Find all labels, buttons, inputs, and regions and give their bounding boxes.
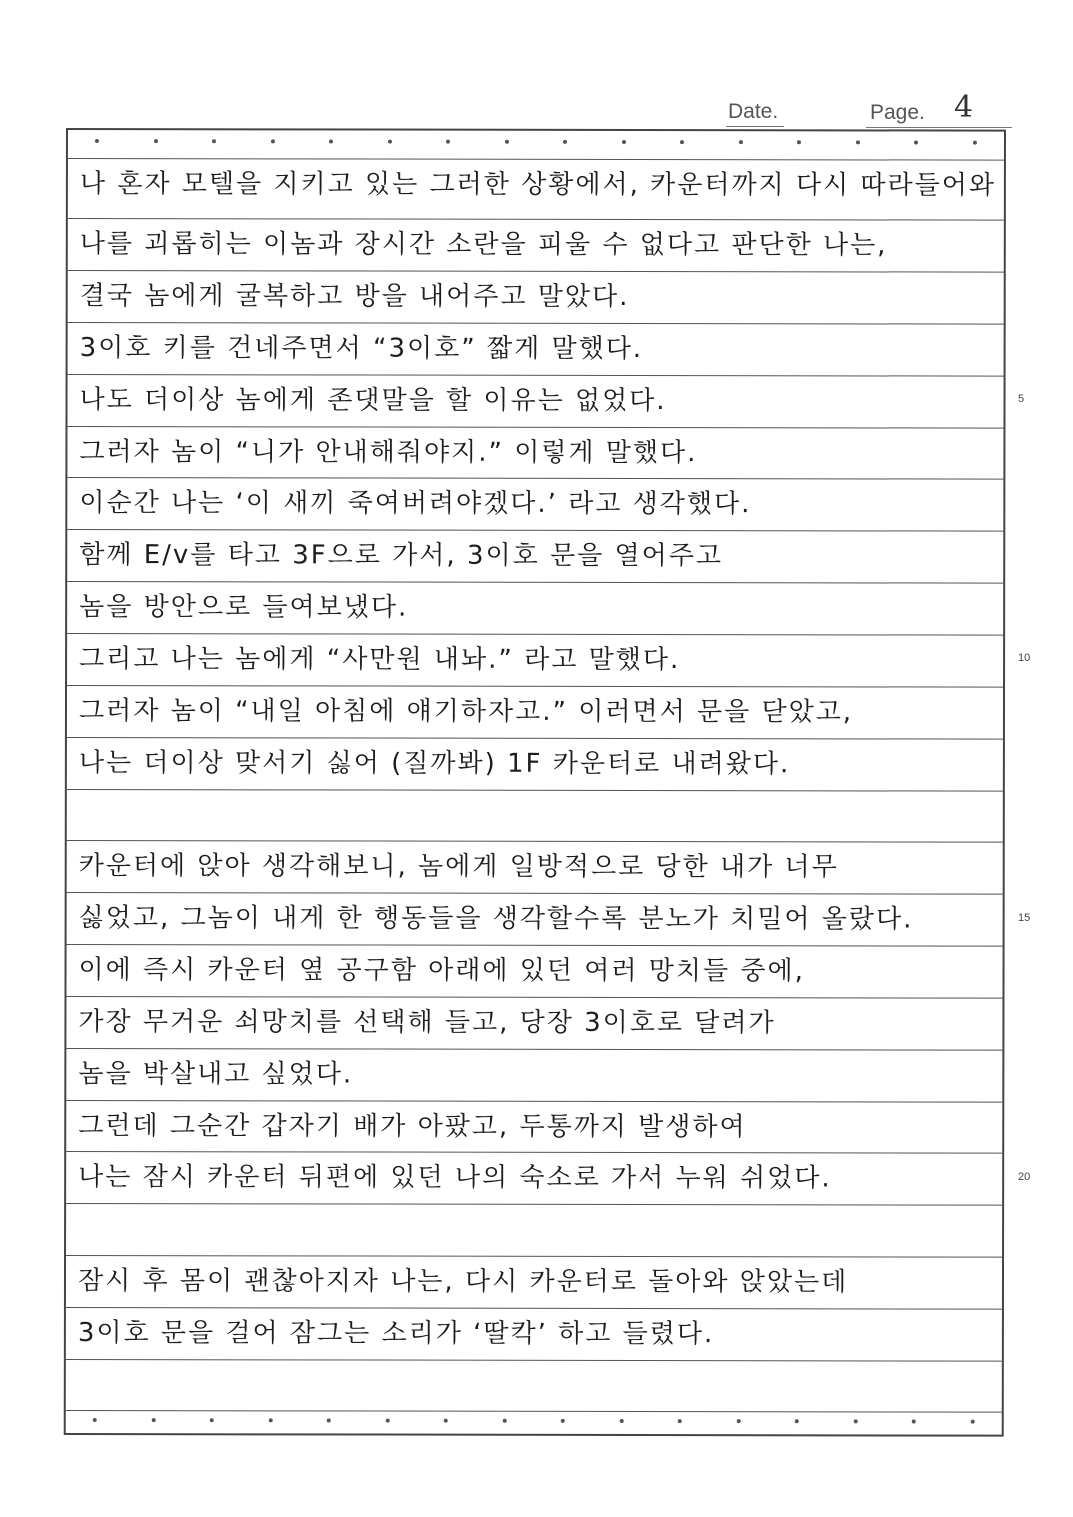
ruled-line	[66, 1151, 1002, 1154]
margin-dot	[563, 140, 567, 144]
ruled-line	[67, 892, 1003, 895]
ruled-line	[67, 633, 1003, 636]
page-header	[726, 90, 1012, 130]
handwritten-line: 이에 즉시 카운터 옆 공구함 아래에 있던 여러 망치들 중에,	[78, 955, 805, 987]
ruled-line	[67, 477, 1003, 480]
ruled-line	[66, 1410, 1002, 1413]
handwritten-line: 이순간 나는 ‘이 새끼 죽여버려야겠다.’ 라고 생각했다.	[79, 488, 752, 520]
margin-dot	[912, 1419, 916, 1423]
handwritten-line	[78, 1365, 996, 1407]
handwritten-line: 그런데 그순간 갑자기 배가 아팠고, 두통까지 발생하여	[78, 1111, 747, 1143]
handwritten-line	[79, 795, 997, 837]
handwritten-line	[78, 1209, 996, 1251]
margin-dot	[93, 1418, 97, 1422]
ruled-line	[66, 1255, 1002, 1258]
page-number: 4	[954, 90, 974, 125]
handwritten-line: 나는 더이상 맞서기 싫어 (질까봐) 1F 카운터로 내려왔다.	[78, 748, 791, 780]
margin-dot	[561, 1419, 565, 1423]
ruled-line	[67, 685, 1003, 688]
line-number-5: 5	[1018, 393, 1025, 405]
handwritten-line: 나는 잠시 카운터 뒤편에 있던 나의 숙소로 가서 누워 쉬었다.	[78, 1162, 832, 1194]
margin-dot	[268, 1418, 272, 1422]
margin-dot	[970, 1420, 974, 1424]
margin-dot	[973, 141, 977, 145]
ruled-line	[66, 1048, 1002, 1051]
margin-dot	[329, 139, 333, 143]
lined-paper	[64, 128, 1006, 1437]
margin-dot	[797, 140, 801, 144]
margin-dot	[210, 1418, 214, 1422]
line-number-15: 15	[1018, 912, 1031, 924]
ruled-line	[66, 1100, 1002, 1103]
margin-dot	[212, 139, 216, 143]
margin-dot	[446, 140, 450, 144]
date-label: Date.	[728, 100, 779, 123]
handwritten-line: 3이호 문을 걸어 잠그는 소리가 ‘딸칵’ 하고 들렸다.	[77, 1318, 715, 1350]
handwritten-line: 그러자 놈이 “니가 안내해줘야지.” 이렇게 말했다.	[79, 437, 698, 469]
ruled-line	[68, 218, 1004, 221]
margin-dot	[853, 1419, 857, 1423]
handwritten-line: 그리고 나는 놈에게 “사만원 내놔.” 라고 말했다.	[79, 644, 681, 676]
line-number-10: 10	[1018, 652, 1031, 664]
margin-dot	[95, 139, 99, 143]
margin-dot	[271, 139, 275, 143]
ruled-line	[66, 1203, 1002, 1206]
margin-dot	[739, 140, 743, 144]
handwritten-line: 놈을 방안으로 들여보냈다.	[79, 592, 409, 623]
line-number-20: 20	[1018, 1171, 1031, 1183]
handwritten-line: 놈을 박살내고 싶었다.	[78, 1059, 354, 1090]
ruled-line	[68, 374, 1004, 377]
page-underline	[866, 127, 1012, 128]
ruled-line	[67, 737, 1003, 740]
margin-dot	[736, 1419, 740, 1423]
handwritten-line: 결국 놈에게 굴복하고 방을 내어주고 말았다.	[79, 281, 630, 312]
margin-dot	[385, 1419, 389, 1423]
handwritten-line: 나를 괴롭히는 이놈과 장시간 소란을 피울 수 없다고 판단한 나는,	[79, 229, 888, 261]
handwritten-line: 3이호 키를 건네주면서 “3이호” 짧게 말했다.	[79, 333, 644, 365]
ruled-line	[67, 840, 1003, 843]
margin-dot	[856, 140, 860, 144]
handwritten-line: 그러자 놈이 “내일 아침에 얘기하자고.” 이러면서 문을 닫았고,	[78, 696, 854, 728]
ruled-line	[67, 426, 1003, 429]
ruled-line	[67, 581, 1003, 584]
margin-dot	[680, 140, 684, 144]
ruled-line	[68, 322, 1004, 325]
handwritten-line: 카운터에 앉아 생각해보니, 놈에게 일방적으로 당한 내가 너무	[78, 851, 839, 883]
ruled-line	[67, 944, 1003, 947]
margin-dot	[622, 140, 626, 144]
margin-dot	[619, 1419, 623, 1423]
page-label: Page.	[870, 101, 925, 124]
margin-dot	[678, 1419, 682, 1423]
margin-dot	[388, 140, 392, 144]
margin-dot	[914, 140, 918, 144]
ruled-line	[66, 996, 1002, 999]
bottom-dot-row	[66, 1415, 1002, 1427]
margin-dot	[505, 140, 509, 144]
handwritten-line: 잠시 후 몸이 괜찮아지자 나는, 다시 카운터로 돌아와 앉았는데	[77, 1266, 849, 1298]
margin-dot	[502, 1419, 506, 1423]
ruled-line	[66, 1307, 1002, 1310]
ruled-line	[67, 789, 1003, 792]
ruled-line	[66, 1359, 1002, 1362]
ruled-line	[68, 158, 1004, 161]
top-dot-row	[68, 136, 1004, 148]
margin-dot	[154, 139, 158, 143]
ruled-line	[68, 270, 1004, 273]
handwritten-line: 나 혼자 모텔을 지키고 있는 그러한 상황에서, 카운터까지 다시 따라들어와	[79, 169, 997, 201]
ruled-line	[67, 529, 1003, 532]
handwritten-line: 나도 더이상 놈에게 존댓말을 할 이유는 없었다.	[79, 385, 667, 417]
margin-dot	[444, 1419, 448, 1423]
handwritten-line: 가장 무거운 쇠망치를 선택해 들고, 당장 3이호로 달려가	[78, 1007, 776, 1039]
date-underline	[726, 126, 784, 127]
handwritten-line: 싫었고, 그놈이 내게 한 행동들을 생각할수록 분노가 치밀어 올랐다.	[78, 903, 914, 935]
margin-dot	[327, 1418, 331, 1422]
handwritten-line: 함께 E/v를 타고 3F으로 가서, 3이호 문을 열어주고	[79, 540, 723, 572]
margin-dot	[795, 1419, 799, 1423]
margin-dot	[151, 1418, 155, 1422]
